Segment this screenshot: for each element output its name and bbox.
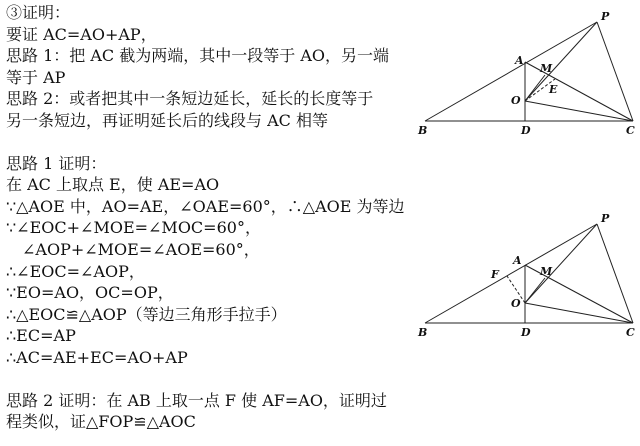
label-p: P: [601, 10, 610, 23]
label-b: B: [418, 326, 428, 339]
geometry-figure-1: [405, 0, 640, 145]
text-line: ∴EC=AP: [6, 326, 76, 346]
text-line: 思路 2 证明：在 AB 上取一点 F 使 AF=AO，证明过: [6, 390, 387, 410]
spacer: [6, 369, 406, 390]
label-a: A: [513, 254, 522, 267]
figure-1-labels: [417, 10, 635, 137]
segment-pc: [597, 224, 633, 323]
text-line: 要证 AC=AO+AP，: [6, 24, 157, 44]
text-line: 在 AC 上取点 E，使 AE=AO: [6, 175, 220, 195]
text-line: ③证明：: [6, 3, 71, 22]
label-d: D: [521, 326, 531, 339]
figure-2-labels: [417, 212, 635, 339]
label-d: D: [521, 124, 531, 137]
label-m: M: [540, 265, 553, 278]
proof-text: [6, 2, 406, 433]
text-line: 另一条短边，再证明延长后的线段与 AC 相等: [6, 110, 328, 130]
text-line: ∴AC=AE+EC=AO+AP: [6, 347, 188, 367]
label-e: E: [549, 83, 558, 96]
figure-1-lines: [425, 22, 633, 121]
text-line: ∵△AOE 中，AO=AE，∠OAE=60°，∴△AOE 为等边: [6, 196, 405, 216]
spacer: [6, 132, 406, 153]
text-line: ∵∠EOC+∠MOE=∠MOC=60°，: [6, 218, 261, 238]
text-line: ∴∠EOC=∠AOP，: [6, 261, 145, 281]
label-a: A: [515, 54, 524, 67]
label-m: M: [540, 62, 553, 75]
figure-2-lines: [425, 224, 633, 323]
label-c: C: [626, 124, 635, 137]
segment-pc: [597, 22, 633, 121]
label-o: O: [511, 297, 521, 310]
text-line: ∴△EOC≌△AOP（等边三角形手拉手）: [6, 304, 287, 324]
label-c: C: [626, 326, 635, 339]
label-f: F: [491, 268, 499, 281]
geometry-figure-2: [405, 200, 640, 345]
text-line: 程类似，证△FOP≌△AOC: [6, 412, 196, 432]
label-b: B: [418, 124, 428, 137]
text-line: 思路 1 证明：: [6, 153, 107, 173]
label-o: O: [511, 94, 521, 107]
segment-op: [525, 22, 597, 101]
label-p: P: [601, 212, 610, 225]
segment-oc: [525, 101, 633, 121]
text-line: 思路 1：把 AC 截为两端，其中一段等于 AO，另一端: [6, 46, 389, 66]
text-line: ∠AOP+∠MOE=∠AOE=60°，: [22, 239, 260, 259]
text-line: 等于 AP: [6, 67, 66, 87]
segment-om: [525, 278, 545, 303]
segment-op: [525, 224, 597, 303]
segment-oc: [525, 303, 633, 323]
text-line: 思路 2：或者把其中一条短边延长，延长的长度等于: [6, 89, 374, 109]
text-line: ∵EO=AO，OC=OP，: [6, 283, 174, 303]
